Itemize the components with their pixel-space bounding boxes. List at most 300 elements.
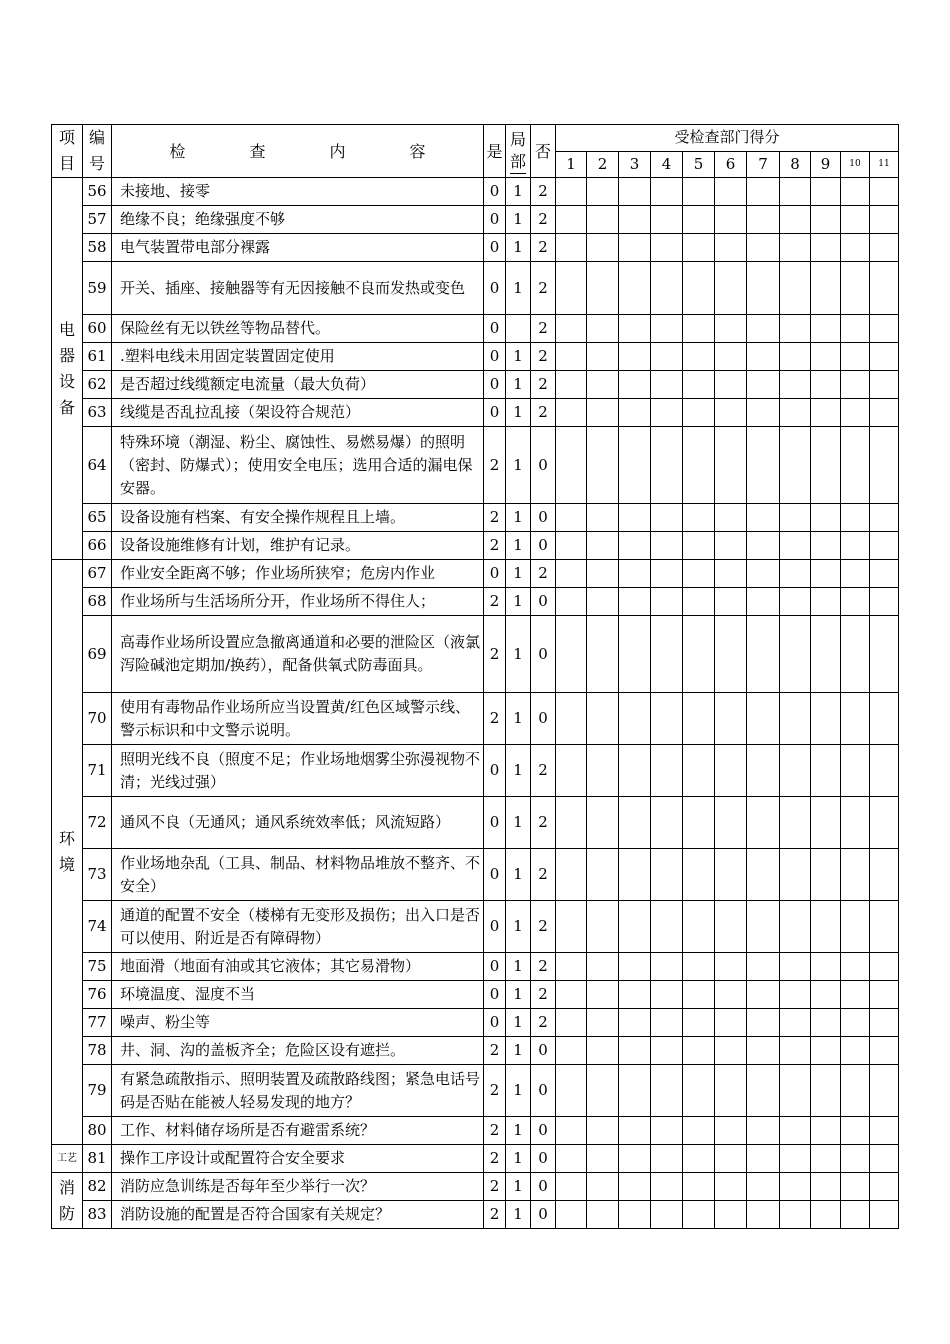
dept-score-cell[interactable] [715,371,747,399]
dept-score-cell[interactable] [870,178,899,206]
dept-score-cell[interactable] [811,1117,841,1145]
dept-score-cell[interactable] [780,206,811,234]
dept-score-cell[interactable] [556,343,587,371]
dept-score-cell[interactable] [587,178,619,206]
dept-score-cell[interactable] [715,953,747,981]
dept-score-cell[interactable] [587,343,619,371]
dept-score-cell[interactable] [587,1173,619,1201]
dept-score-cell[interactable] [870,616,899,693]
dept-score-cell[interactable] [651,371,683,399]
dept-score-cell[interactable] [556,560,587,588]
dept-score-cell[interactable] [811,616,841,693]
dept-score-cell[interactable] [683,981,715,1009]
dept-score-cell[interactable] [715,206,747,234]
dept-score-cell[interactable] [587,206,619,234]
dept-score-cell[interactable] [556,206,587,234]
dept-score-cell[interactable] [651,1145,683,1173]
dept-score-cell[interactable] [715,693,747,745]
dept-score-cell[interactable] [747,745,780,797]
dept-score-cell[interactable] [715,1173,747,1201]
dept-score-cell[interactable] [715,1201,747,1229]
dept-score-cell[interactable] [747,427,780,504]
dept-score-cell[interactable] [811,901,841,953]
dept-score-cell[interactable] [683,1065,715,1117]
dept-score-cell[interactable] [651,1173,683,1201]
dept-score-cell[interactable] [683,206,715,234]
dept-score-cell[interactable] [811,532,841,560]
dept-score-cell[interactable] [747,953,780,981]
dept-score-cell[interactable] [780,427,811,504]
dept-score-cell[interactable] [841,901,870,953]
dept-score-cell[interactable] [870,849,899,901]
dept-score-cell[interactable] [651,901,683,953]
dept-score-cell[interactable] [619,234,651,262]
dept-score-cell[interactable] [651,178,683,206]
dept-score-cell[interactable] [747,532,780,560]
dept-score-cell[interactable] [587,371,619,399]
dept-score-cell[interactable] [556,1145,587,1173]
dept-score-cell[interactable] [780,560,811,588]
dept-score-cell[interactable] [747,399,780,427]
dept-score-cell[interactable] [841,504,870,532]
dept-score-cell[interactable] [841,234,870,262]
dept-score-cell[interactable] [870,797,899,849]
dept-score-cell[interactable] [683,315,715,343]
dept-score-cell[interactable] [619,1173,651,1201]
dept-score-cell[interactable] [683,1201,715,1229]
dept-score-cell[interactable] [683,234,715,262]
dept-score-cell[interactable] [715,504,747,532]
dept-score-cell[interactable] [811,427,841,504]
dept-score-cell[interactable] [780,981,811,1009]
dept-score-cell[interactable] [619,315,651,343]
dept-score-cell[interactable] [556,532,587,560]
dept-score-cell[interactable] [556,745,587,797]
dept-score-cell[interactable] [683,1037,715,1065]
dept-score-cell[interactable] [811,1201,841,1229]
dept-score-cell[interactable] [841,1065,870,1117]
dept-score-cell[interactable] [651,427,683,504]
dept-score-cell[interactable] [841,616,870,693]
dept-score-cell[interactable] [780,797,811,849]
dept-score-cell[interactable] [683,953,715,981]
dept-score-cell[interactable] [870,1065,899,1117]
dept-score-cell[interactable] [747,315,780,343]
dept-score-cell[interactable] [587,234,619,262]
dept-score-cell[interactable] [683,1117,715,1145]
dept-score-cell[interactable] [811,399,841,427]
dept-score-cell[interactable] [619,797,651,849]
dept-score-cell[interactable] [747,1117,780,1145]
dept-score-cell[interactable] [841,560,870,588]
dept-score-cell[interactable] [683,560,715,588]
dept-score-cell[interactable] [683,616,715,693]
dept-score-cell[interactable] [841,1201,870,1229]
dept-score-cell[interactable] [683,1009,715,1037]
dept-score-cell[interactable] [870,427,899,504]
dept-score-cell[interactable] [651,616,683,693]
dept-score-cell[interactable] [556,371,587,399]
dept-score-cell[interactable] [619,901,651,953]
dept-score-cell[interactable] [715,560,747,588]
dept-score-cell[interactable] [587,1009,619,1037]
dept-score-cell[interactable] [870,262,899,315]
dept-score-cell[interactable] [619,532,651,560]
dept-score-cell[interactable] [619,371,651,399]
dept-score-cell[interactable] [619,262,651,315]
dept-score-cell[interactable] [747,901,780,953]
dept-score-cell[interactable] [587,504,619,532]
dept-score-cell[interactable] [683,262,715,315]
dept-score-cell[interactable] [619,1117,651,1145]
dept-score-cell[interactable] [587,532,619,560]
dept-score-cell[interactable] [651,262,683,315]
dept-score-cell[interactable] [870,901,899,953]
dept-score-cell[interactable] [715,1037,747,1065]
dept-score-cell[interactable] [780,693,811,745]
dept-score-cell[interactable] [683,693,715,745]
dept-score-cell[interactable] [651,1009,683,1037]
dept-score-cell[interactable] [683,343,715,371]
dept-score-cell[interactable] [619,1201,651,1229]
dept-score-cell[interactable] [683,532,715,560]
dept-score-cell[interactable] [556,315,587,343]
dept-score-cell[interactable] [780,616,811,693]
dept-score-cell[interactable] [811,1145,841,1173]
dept-score-cell[interactable] [619,560,651,588]
dept-score-cell[interactable] [747,371,780,399]
dept-score-cell[interactable] [556,616,587,693]
dept-score-cell[interactable] [683,1145,715,1173]
dept-score-cell[interactable] [811,504,841,532]
dept-score-cell[interactable] [587,560,619,588]
dept-score-cell[interactable] [556,1173,587,1201]
dept-score-cell[interactable] [811,206,841,234]
dept-score-cell[interactable] [747,178,780,206]
dept-score-cell[interactable] [870,745,899,797]
dept-score-cell[interactable] [780,588,811,616]
dept-score-cell[interactable] [587,427,619,504]
dept-score-cell[interactable] [747,981,780,1009]
dept-score-cell[interactable] [747,1201,780,1229]
dept-score-cell[interactable] [587,1037,619,1065]
dept-score-cell[interactable] [747,262,780,315]
dept-score-cell[interactable] [587,315,619,343]
dept-score-cell[interactable] [715,588,747,616]
dept-score-cell[interactable] [870,206,899,234]
dept-score-cell[interactable] [870,560,899,588]
dept-score-cell[interactable] [587,953,619,981]
dept-score-cell[interactable] [587,262,619,315]
dept-score-cell[interactable] [715,797,747,849]
dept-score-cell[interactable] [780,1201,811,1229]
dept-score-cell[interactable] [619,588,651,616]
dept-score-cell[interactable] [587,1065,619,1117]
dept-score-cell[interactable] [715,262,747,315]
dept-score-cell[interactable] [841,371,870,399]
dept-score-cell[interactable] [747,1037,780,1065]
dept-score-cell[interactable] [870,504,899,532]
dept-score-cell[interactable] [556,981,587,1009]
dept-score-cell[interactable] [811,343,841,371]
dept-score-cell[interactable] [715,1009,747,1037]
dept-score-cell[interactable] [811,797,841,849]
dept-score-cell[interactable] [556,953,587,981]
dept-score-cell[interactable] [651,588,683,616]
dept-score-cell[interactable] [587,693,619,745]
dept-score-cell[interactable] [870,343,899,371]
dept-score-cell[interactable] [811,745,841,797]
dept-score-cell[interactable] [556,849,587,901]
dept-score-cell[interactable] [556,901,587,953]
dept-score-cell[interactable] [780,399,811,427]
dept-score-cell[interactable] [780,178,811,206]
dept-score-cell[interactable] [651,1201,683,1229]
dept-score-cell[interactable] [619,1009,651,1037]
dept-score-cell[interactable] [841,1009,870,1037]
dept-score-cell[interactable] [619,1145,651,1173]
dept-score-cell[interactable] [715,745,747,797]
dept-score-cell[interactable] [841,399,870,427]
dept-score-cell[interactable] [556,588,587,616]
dept-score-cell[interactable] [747,206,780,234]
dept-score-cell[interactable] [841,1037,870,1065]
dept-score-cell[interactable] [619,981,651,1009]
dept-score-cell[interactable] [715,1117,747,1145]
dept-score-cell[interactable] [841,427,870,504]
dept-score-cell[interactable] [715,901,747,953]
dept-score-cell[interactable] [556,1201,587,1229]
dept-score-cell[interactable] [811,588,841,616]
dept-score-cell[interactable] [619,953,651,981]
dept-score-cell[interactable] [841,1117,870,1145]
dept-score-cell[interactable] [811,981,841,1009]
dept-score-cell[interactable] [780,1065,811,1117]
dept-score-cell[interactable] [651,1037,683,1065]
dept-score-cell[interactable] [841,849,870,901]
dept-score-cell[interactable] [870,371,899,399]
dept-score-cell[interactable] [780,504,811,532]
dept-score-cell[interactable] [870,532,899,560]
dept-score-cell[interactable] [747,588,780,616]
dept-score-cell[interactable] [556,234,587,262]
dept-score-cell[interactable] [683,797,715,849]
dept-score-cell[interactable] [811,234,841,262]
dept-score-cell[interactable] [811,1065,841,1117]
dept-score-cell[interactable] [619,745,651,797]
dept-score-cell[interactable] [841,1173,870,1201]
dept-score-cell[interactable] [780,262,811,315]
dept-score-cell[interactable] [651,1065,683,1117]
dept-score-cell[interactable] [651,560,683,588]
dept-score-cell[interactable] [841,953,870,981]
dept-score-cell[interactable] [715,315,747,343]
dept-score-cell[interactable] [841,315,870,343]
dept-score-cell[interactable] [715,981,747,1009]
dept-score-cell[interactable] [747,343,780,371]
dept-score-cell[interactable] [556,797,587,849]
dept-score-cell[interactable] [619,849,651,901]
dept-score-cell[interactable] [619,399,651,427]
dept-score-cell[interactable] [811,1173,841,1201]
dept-score-cell[interactable] [715,616,747,693]
dept-score-cell[interactable] [683,427,715,504]
dept-score-cell[interactable] [841,745,870,797]
dept-score-cell[interactable] [556,1009,587,1037]
dept-score-cell[interactable] [841,206,870,234]
dept-score-cell[interactable] [841,588,870,616]
dept-score-cell[interactable] [619,504,651,532]
dept-score-cell[interactable] [841,262,870,315]
dept-score-cell[interactable] [811,178,841,206]
dept-score-cell[interactable] [651,745,683,797]
dept-score-cell[interactable] [811,693,841,745]
dept-score-cell[interactable] [587,1117,619,1145]
dept-score-cell[interactable] [587,588,619,616]
dept-score-cell[interactable] [715,849,747,901]
dept-score-cell[interactable] [651,693,683,745]
dept-score-cell[interactable] [683,849,715,901]
dept-score-cell[interactable] [715,427,747,504]
dept-score-cell[interactable] [780,234,811,262]
dept-score-cell[interactable] [651,399,683,427]
dept-score-cell[interactable] [619,206,651,234]
dept-score-cell[interactable] [780,745,811,797]
dept-score-cell[interactable] [556,427,587,504]
dept-score-cell[interactable] [556,1037,587,1065]
dept-score-cell[interactable] [780,371,811,399]
dept-score-cell[interactable] [870,399,899,427]
dept-score-cell[interactable] [747,797,780,849]
dept-score-cell[interactable] [587,616,619,693]
dept-score-cell[interactable] [715,532,747,560]
dept-score-cell[interactable] [841,693,870,745]
dept-score-cell[interactable] [841,797,870,849]
dept-score-cell[interactable] [683,1173,715,1201]
dept-score-cell[interactable] [747,504,780,532]
dept-score-cell[interactable] [747,616,780,693]
dept-score-cell[interactable] [651,532,683,560]
dept-score-cell[interactable] [651,315,683,343]
dept-score-cell[interactable] [587,745,619,797]
dept-score-cell[interactable] [841,178,870,206]
dept-score-cell[interactable] [556,693,587,745]
dept-score-cell[interactable] [870,1201,899,1229]
dept-score-cell[interactable] [683,901,715,953]
dept-score-cell[interactable] [619,693,651,745]
dept-score-cell[interactable] [747,1173,780,1201]
dept-score-cell[interactable] [651,849,683,901]
dept-score-cell[interactable] [780,532,811,560]
dept-score-cell[interactable] [747,234,780,262]
dept-score-cell[interactable] [556,1117,587,1145]
dept-score-cell[interactable] [587,399,619,427]
dept-score-cell[interactable] [715,1145,747,1173]
dept-score-cell[interactable] [556,399,587,427]
dept-score-cell[interactable] [747,693,780,745]
dept-score-cell[interactable] [811,262,841,315]
dept-score-cell[interactable] [556,262,587,315]
dept-score-cell[interactable] [747,1065,780,1117]
dept-score-cell[interactable] [780,343,811,371]
dept-score-cell[interactable] [870,1009,899,1037]
dept-score-cell[interactable] [651,1117,683,1145]
dept-score-cell[interactable] [556,1065,587,1117]
dept-score-cell[interactable] [811,315,841,343]
dept-score-cell[interactable] [780,1009,811,1037]
dept-score-cell[interactable] [587,1201,619,1229]
dept-score-cell[interactable] [870,1145,899,1173]
dept-score-cell[interactable] [841,532,870,560]
dept-score-cell[interactable] [651,981,683,1009]
dept-score-cell[interactable] [870,1117,899,1145]
dept-score-cell[interactable] [715,343,747,371]
dept-score-cell[interactable] [619,1037,651,1065]
dept-score-cell[interactable] [619,616,651,693]
dept-score-cell[interactable] [870,953,899,981]
dept-score-cell[interactable] [870,1173,899,1201]
dept-score-cell[interactable] [780,901,811,953]
dept-score-cell[interactable] [841,1145,870,1173]
dept-score-cell[interactable] [587,1145,619,1173]
dept-score-cell[interactable] [870,981,899,1009]
dept-score-cell[interactable] [683,504,715,532]
dept-score-cell[interactable] [619,1065,651,1117]
dept-score-cell[interactable] [811,849,841,901]
dept-score-cell[interactable] [715,234,747,262]
dept-score-cell[interactable] [747,849,780,901]
dept-score-cell[interactable] [870,588,899,616]
dept-score-cell[interactable] [870,1037,899,1065]
dept-score-cell[interactable] [811,1009,841,1037]
dept-score-cell[interactable] [619,343,651,371]
dept-score-cell[interactable] [587,849,619,901]
dept-score-cell[interactable] [556,504,587,532]
dept-score-cell[interactable] [780,1117,811,1145]
dept-score-cell[interactable] [651,234,683,262]
dept-score-cell[interactable] [587,901,619,953]
dept-score-cell[interactable] [780,315,811,343]
dept-score-cell[interactable] [683,399,715,427]
dept-score-cell[interactable] [780,849,811,901]
dept-score-cell[interactable] [870,234,899,262]
dept-score-cell[interactable] [780,1173,811,1201]
dept-score-cell[interactable] [870,315,899,343]
dept-score-cell[interactable] [556,178,587,206]
dept-score-cell[interactable] [747,1009,780,1037]
dept-score-cell[interactable] [811,560,841,588]
dept-score-cell[interactable] [651,343,683,371]
dept-score-cell[interactable] [619,178,651,206]
dept-score-cell[interactable] [747,1145,780,1173]
dept-score-cell[interactable] [811,371,841,399]
dept-score-cell[interactable] [780,1037,811,1065]
dept-score-cell[interactable] [870,693,899,745]
dept-score-cell[interactable] [651,953,683,981]
dept-score-cell[interactable] [651,797,683,849]
dept-score-cell[interactable] [683,178,715,206]
dept-score-cell[interactable] [715,399,747,427]
dept-score-cell[interactable] [683,745,715,797]
dept-score-cell[interactable] [651,504,683,532]
dept-score-cell[interactable] [619,427,651,504]
dept-score-cell[interactable] [683,588,715,616]
dept-score-cell[interactable] [715,178,747,206]
dept-score-cell[interactable] [841,981,870,1009]
dept-score-cell[interactable] [811,1037,841,1065]
dept-score-cell[interactable] [587,797,619,849]
dept-score-cell[interactable] [587,981,619,1009]
